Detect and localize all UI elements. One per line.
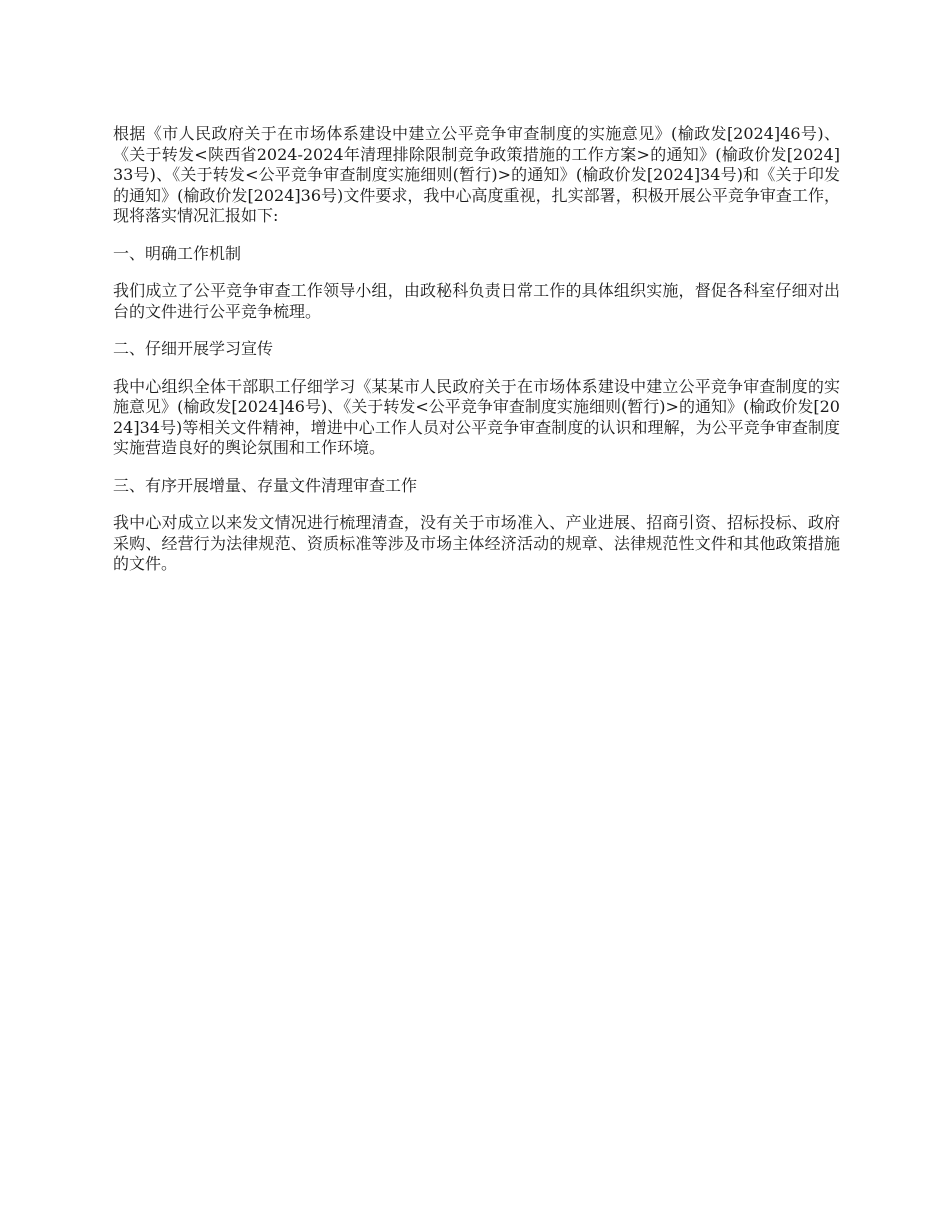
section-heading-3: 三、有序开展增量、存量文件清理审查工作 — [113, 475, 418, 495]
section-heading-1: 一、明确工作机制 — [113, 243, 242, 263]
section-3-paragraph: 我中心对成立以来发文情况进行梳理清查，没有关于市场准入、产业进展、招商引资、招标投标、政府采购、经营行为法律规范、资质标准等涉及市场主体经济活动的规章、法律规范性文件和其他政策措施的文件。 — [113, 513, 840, 573]
section-heading-2: 二、仔细开展学习宣传 — [113, 339, 274, 358]
intro-paragraph: 根据《市人民政府关于在市场体系建设中建立公平竞争审查制度的实施意见》(榆政发[2024]46号)、《关于转发<陕西省2024-2024年清理排除限制竞争政策措施的工作方案>的通知》(榆政价发[2024]33号)、《关于转发<公平竞争审查制度实施细则(暂行)>的通知》(榆政价发[2024]34号)和《关于印发的通知》(榆政价发[2024]36号)文件要求，我中心高度重视，扎实部署，积极开展公平竞争审查工作，现将落实情况汇报如下: — [113, 124, 840, 225]
section-1-paragraph: 我们成立了公平竞争审查工作领导小组，由政秘科负责日常工作的具体组织实施，督促各科室仔细对出台的文件进行公平竞争梳理。 — [113, 281, 840, 321]
document-body — [113, 124, 840, 575]
section-2-paragraph: 我中心组织全体干部职工仔细学习《某某市人民政府关于在市场体系建设中建立公平竞争审查制度的实施意见》(榆政发[2024]46号)、《关于转发<公平竞争审查制度实施细则(暂行)>的通知》(榆政价发[2024]34号)等相关文件精神，增进中心工作人员对公平竞争审查制度的认识和理解，为公平竞争审查制度实施营造良好的舆论氛围和工作环境。 — [113, 376, 840, 457]
